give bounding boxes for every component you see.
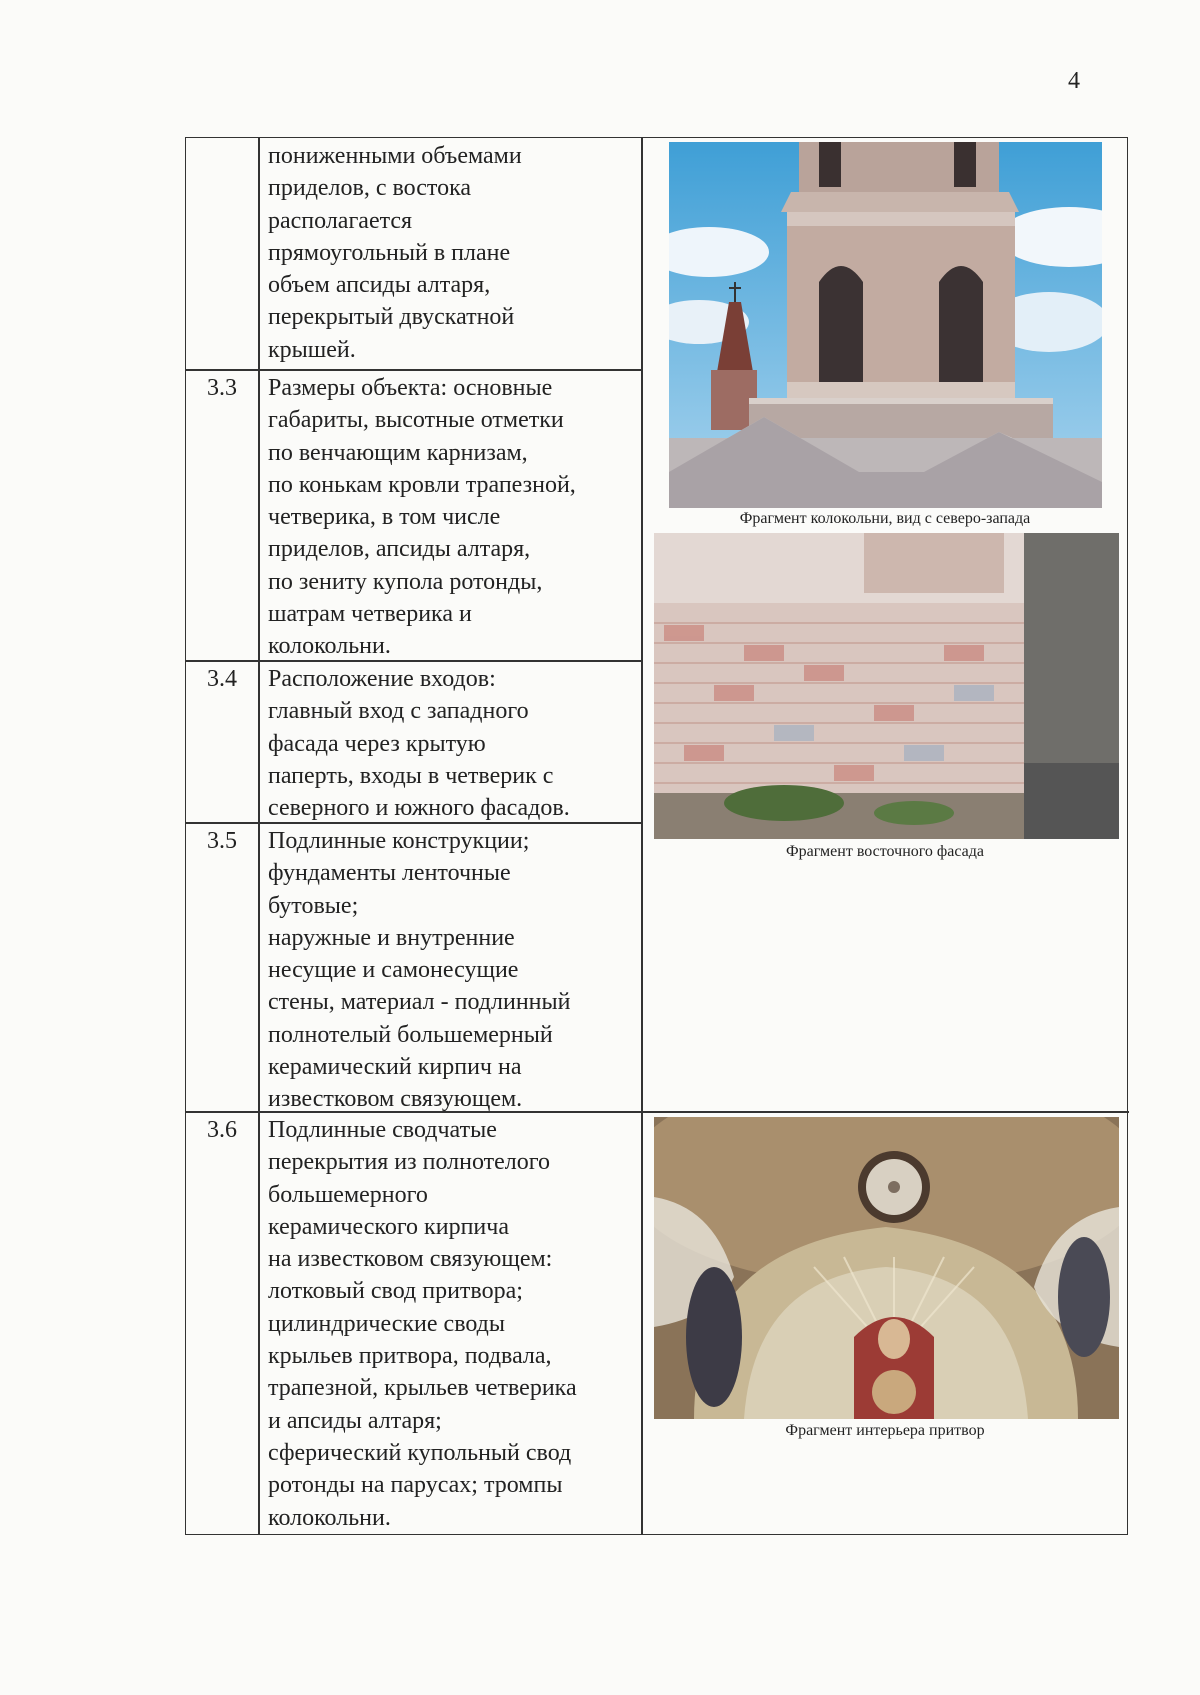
row-number: 3.4: [207, 666, 237, 692]
row-text: Подлинные сводчатые перекрытия из полнотелого большемерного керамического кирпича на известковом связующем: лотковый свод притвора; цилиндрические своды крыльев притвора, подвала, трапезной, крыльев четверика и апсиды алтаря; сферический купольный свод ротонды на парусах; тромпы колокольни.: [268, 1117, 577, 1531]
row-number: 3.6: [207, 1117, 237, 1143]
photo-caption: Фрагмент колокольни, вид с северо-запада: [739, 510, 1031, 527]
east-facade-photo: [654, 533, 1119, 839]
heritage-table: [185, 137, 1128, 1535]
row-text: Размеры объекта: основные габариты, высотные отметки по венчающим карнизам, по конькам кровли трапезной, четверика, в том числе приделов, апсиды алтаря, по зениту купола ротонды, шатрам четверика и колокольни.: [268, 375, 576, 660]
column-divider-number: [258, 138, 260, 1534]
photo-caption: Фрагмент интерьера притвор: [785, 1422, 985, 1439]
row-divider: [186, 369, 643, 371]
row-text: пониженными объемами приделов, с востока располагается прямоугольный в плане объем апсиды алтаря, перекрытый двускатной крышей.: [268, 143, 522, 363]
bell-tower-photo: [669, 142, 1102, 508]
row-text: Расположение входов: главный вход с западного фасада через крытую паперть, входы в четверик с северного и южного фасадов.: [268, 666, 570, 822]
page-number: 4: [1068, 68, 1080, 94]
photo-caption: Фрагмент восточного фасада: [785, 843, 985, 860]
row-text: Подлинные конструкции; фундаменты ленточные бутовые; наружные и внутренние несущие и самонесущие стены, материал - подлинный полнотелый большемерный керамический кирпич на известковом связующем.: [268, 828, 571, 1113]
vestibule-interior-photo: [654, 1117, 1119, 1419]
row-number: 3.3: [207, 375, 237, 401]
row-number: 3.5: [207, 828, 237, 854]
